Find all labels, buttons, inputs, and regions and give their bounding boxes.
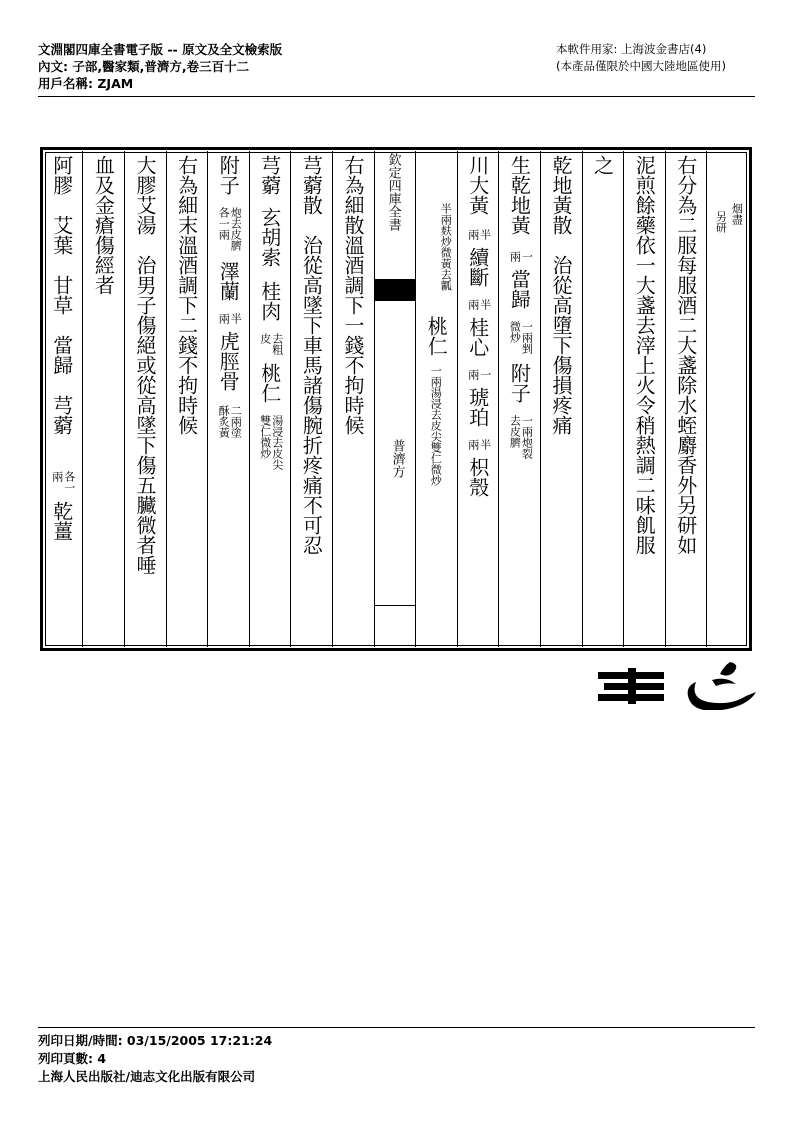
header-right <box>556 41 726 75</box>
text-column-c1 <box>706 151 748 647</box>
column-text: 桃仁 <box>257 363 282 403</box>
annotation: 一兩剉微炒 <box>508 321 534 354</box>
annotation: 半兩 <box>217 313 243 324</box>
column-text: 枳殼 <box>465 457 490 497</box>
annotation: 各一兩 <box>50 471 76 493</box>
column-text: 虎脛骨 <box>216 331 241 391</box>
publisher-logo-icon <box>598 660 756 710</box>
column-text: 桂肉 <box>257 281 282 321</box>
text-column-c7 <box>457 151 499 647</box>
column-text: 當歸 <box>507 269 532 309</box>
column-text: 泥煎餘藥依一大盞去滓上火令稍熱調二味飢服 <box>632 155 657 555</box>
annotation: 半兩 <box>466 229 492 240</box>
column-text: 大膠艾湯 治男子傷絕或從高墜下傷五臟微者唾 <box>133 155 157 575</box>
text-column-c5 <box>540 151 582 647</box>
footer <box>38 1032 272 1086</box>
center-book-subtitle: 普濟方 <box>389 439 405 478</box>
text-column-c12 <box>249 151 291 647</box>
drug-name: 桃仁 <box>424 316 449 356</box>
footer-rule <box>38 1027 755 1028</box>
column-text: 乾地黃散 治從高墮下傷損疼痛 <box>549 155 573 435</box>
text-column-c8 <box>415 151 457 647</box>
column-text: 附子 <box>216 155 241 195</box>
text-column-c11 <box>290 151 332 647</box>
text-column-c16 <box>82 151 124 647</box>
header-content-path: 內文: 子部,醫家類,普濟方,卷三百十二 <box>38 59 250 74</box>
annotation: 去粗皮 <box>258 333 284 355</box>
column-text: 血及金瘡傷經者 <box>91 155 116 295</box>
column-text: 右為細散溫酒調下一錢不拘時候 <box>341 155 365 435</box>
column-text: 川大黃 <box>465 155 490 215</box>
text-column-c17 <box>41 151 83 647</box>
column-text: 乾薑 <box>49 501 74 541</box>
center-rule <box>374 605 416 606</box>
text-column-c6 <box>498 151 540 647</box>
small-note: 烟盡 <box>730 203 744 225</box>
annotation: 半兩 <box>466 299 492 310</box>
header-rule <box>38 96 755 97</box>
annotation: 二兩塗酥炙黃 <box>217 405 243 438</box>
footer-publisher: 上海人民出版社/迪志文化出版有限公司 <box>38 1069 256 1084</box>
text-column-c2 <box>665 151 707 647</box>
column-text: 澤蘭 <box>216 261 241 301</box>
text-column-c9 <box>374 151 416 647</box>
column-text: 生乾地黃 <box>507 155 532 235</box>
column-text: 桂心 <box>465 317 490 357</box>
text-column-c10 <box>332 151 374 647</box>
header-region-note: (本產品僅限於中國大陸地區使用) <box>556 59 726 73</box>
annotation: 一兩 <box>508 251 534 262</box>
footer-page-count: 列印頁數: 4 <box>38 1051 107 1066</box>
column-text: 之 <box>590 155 615 175</box>
column-text: 右分為二服每服酒二大盞除水蛭麝香外另研如 <box>673 155 698 555</box>
column-text: 芎藭散 治從高墜下車馬諸傷腕折疼痛不可忍 <box>299 155 324 555</box>
annotation: 半兩麸炒微黃去瓤 <box>439 203 453 291</box>
annotation: 一兩 <box>466 369 492 380</box>
column-text: 右為細末溫酒調下二錢不拘時候 <box>174 155 199 435</box>
header-username: 用戶名稱: ZJAM <box>38 76 134 91</box>
column-text: 琥珀 <box>465 387 490 427</box>
annotation: 半兩 <box>466 439 492 450</box>
footer-print-time: 列印日期/時間: 03/15/2005 17:21:24 <box>38 1033 273 1048</box>
fishtail-mark <box>374 279 416 301</box>
header-licensee: 本軟件用家: 上海波金書店(4) <box>556 42 707 56</box>
text-column-c3 <box>623 151 665 647</box>
small-note: 另研 <box>714 211 728 233</box>
column-text: 玄胡索 <box>257 207 282 267</box>
annotation: 一兩湯浸去皮尖雙仁微炒 <box>429 365 443 486</box>
text-column-c14 <box>166 151 208 647</box>
annotation: 炮去皮臍各一兩 <box>217 207 243 251</box>
column-text: 阿膠 艾葉 甘草 當歸 芎藭 <box>49 155 74 435</box>
annotation: 一兩炮裂去皮臍 <box>508 415 534 459</box>
annotation: 湯浸去皮尖雙仁微炒 <box>258 415 284 470</box>
header-left <box>38 41 282 92</box>
column-text: 附子 <box>507 363 532 403</box>
text-column-c15 <box>124 151 166 647</box>
header-title: 文淵閣四庫全書電子版 -- 原文及全文檢索版 <box>38 42 283 57</box>
text-column-c13 <box>207 151 249 647</box>
center-book-title: 欽定四庫全書 <box>385 153 401 231</box>
column-text: 芎藭 <box>257 155 282 195</box>
column-text: 續斷 <box>465 247 490 287</box>
text-column-c4 <box>582 151 624 647</box>
